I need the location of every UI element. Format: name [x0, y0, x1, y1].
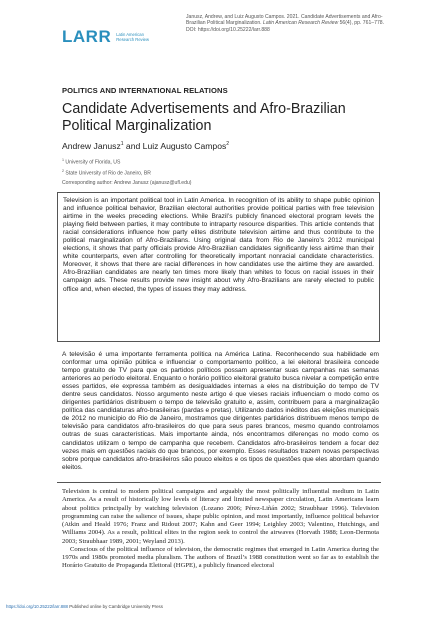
- section-label: POLITICS AND INTERNATIONAL RELATIONS: [62, 86, 228, 95]
- affiliations: [62, 156, 191, 187]
- resumo-text: A televisão é uma importante ferramenta política na América Latina. Reconhecendo sua habilidade em conformar uma opinião pública e influenciar o comportamento político, a lei eleitoral brasileira concede tempo gratuito de TV para que os partidos políticos possam apresentar suas campanhas nas semanas anteriores ao período eleitoral. Enquanto o horário político eleitoral gratuito busca nivelar a competição entre esses partidos, ele expressa também as desigualdades internas a eles na distribuição do tempo de TV dentre seus candidatos. Nosso argumento neste artigo é que vieses raciais influenciam o modo como os dirigentes partidários distribuem o tempo de televisão gratuito e, assim, contribuem para a marginalização política das candidaturas afro-brasileiras (pardas e pretas). Utilizando dados inéditos das eleições municipais de 2012 no município do Rio de Janeiro, mostramos que dirigentes partidários distribuem menos tempo de televisão para candidatos afro-brasileiros do que para seus pares brancos, mesmo quando controlamos outras de suas características. Mais importante ainda, nós encontramos diferenças no modo como os candidatos utilizam o tempo de campanha que recebem. Candidatos afro-brasileiros tendem a focar dez vezes mais em questões raciais do que brancos, por exemplo. Esses resultados trazem novas perspectivas sobre porque candidatos afro-brasileiros são pouco eleitos e os tipos de questões que eles abordam quando eleitos.: [62, 351, 379, 471]
- author-affil-marker: 1: [120, 141, 124, 148]
- logo-subtitle-line2: Research Review: [116, 37, 150, 42]
- publisher-note: Published online by Cambridge University Press: [68, 604, 163, 609]
- logo-wordmark: LARR: [62, 27, 112, 46]
- divider: [57, 482, 381, 483]
- body-text: [62, 488, 379, 571]
- affiliation: [62, 156, 191, 167]
- author-name: Andrew Janusz: [62, 141, 121, 151]
- doi-link[interactable]: https://doi.org/10.25222/larr.888: [6, 604, 69, 609]
- author-affil-marker: 2: [226, 141, 230, 148]
- body-paragraph: Conscious of the political influence of television, the democratic regimes that emerged in Latin America during the 1970s and 1980s promoted media pluralism. The authors of Brazil’s 1988 constitution went so far as to establish the Horário Gratuito de Propaganda Eleitoral (HGPE), a publicly financed electoral: [62, 545, 379, 570]
- page-footer: [6, 604, 163, 609]
- author-separator: and: [123, 141, 143, 151]
- page-header: [0, 0, 438, 70]
- citation-journal: Latin American Research Review: [263, 20, 339, 27]
- affil-text: University of Florida, US: [65, 159, 121, 166]
- abstract-box: [57, 192, 380, 342]
- journal-logo: [62, 27, 156, 47]
- citation-text: Janusz, Andrew, and Luiz Augusto Campos. 2021. Candidate Advertisements and Afro-Brazilian Political Marginalization.: [186, 14, 383, 27]
- author-name: Luiz Augusto Campos: [142, 141, 227, 151]
- affil-marker: 1: [62, 158, 64, 162]
- citation: [186, 14, 386, 33]
- affil-marker: 2: [62, 169, 64, 174]
- abstract-text: Television is an important political tool in Latin America. In recognition of its ability to shape public opinion and influence political behavior, Brazilian electoral authorities provide political parties with free television airtime in the weeks preceding elections. While Brazil’s publicly financed electoral program levels the playing field between parties, it may contribute to intraparty resource disparities. This article contends that racial considerations influence how party elites distribute television airtime and thus contribute to the political marginalization of Afro-Brazilians. Using original data from Rio de Janeiro’s 2012 municipal elections, it shows that party officials provide Afro-Brazilian candidates significantly less airtime than their white counterparts, even after controlling for theoretically important nonracial candidate characteristics. Moreover, it shows that there are racial differences in how candidates use the airtime they are awarded. Afro-Brazilian candidates are nearly ten times more likely than whites to focus on racial issues in their campaign ads. These results provide new insight about why Afro-Brazilians are rarely elected to public office and, when elected, the types of issues they may address.: [63, 197, 374, 293]
- body-paragraph: Television is central to modern political campaigns and arguably the most politically influential medium in Latin America. As a result of historically low levels of literacy and limited newspaper circulation, Latin Americans learn about politics principally by watching television (Lozano 2006; Pérez-Liñán 2002; Straubhaar 1996). Television programming can raise the salience of issues, shape public opinion, and most importantly, influence political behavior (Atkin and Heald 1976; Franz and Ridout 2007; Kahn and Geer 1994; Leighley 2003; Valentino, Hutchings, and Williams 2004). As a result, political elites in the region seek to control the airwaves (Horvath 1988; Leon-Dermota 2003; Straubhaar 1989, 2001; Weyland 2013).: [62, 488, 379, 545]
- affiliation: [62, 167, 191, 178]
- article-title: Candidate Advertisements and Afro-Brazilian Political Marginalization: [62, 101, 346, 134]
- affil-text: State University of Rio de Janeiro, BR: [65, 171, 151, 178]
- corresponding-author: Corresponding author: Andrew Janusz (ajanusz@ufl.edu): [62, 179, 192, 186]
- citation-doi[interactable]: 56(4), pp. 761–778. DOI: https://doi.org/10.25222/larr.888: [186, 20, 385, 33]
- logo-subtitle: [116, 32, 156, 42]
- author-line: [62, 141, 229, 151]
- logo-subtitle-line1: Latin American: [116, 32, 144, 37]
